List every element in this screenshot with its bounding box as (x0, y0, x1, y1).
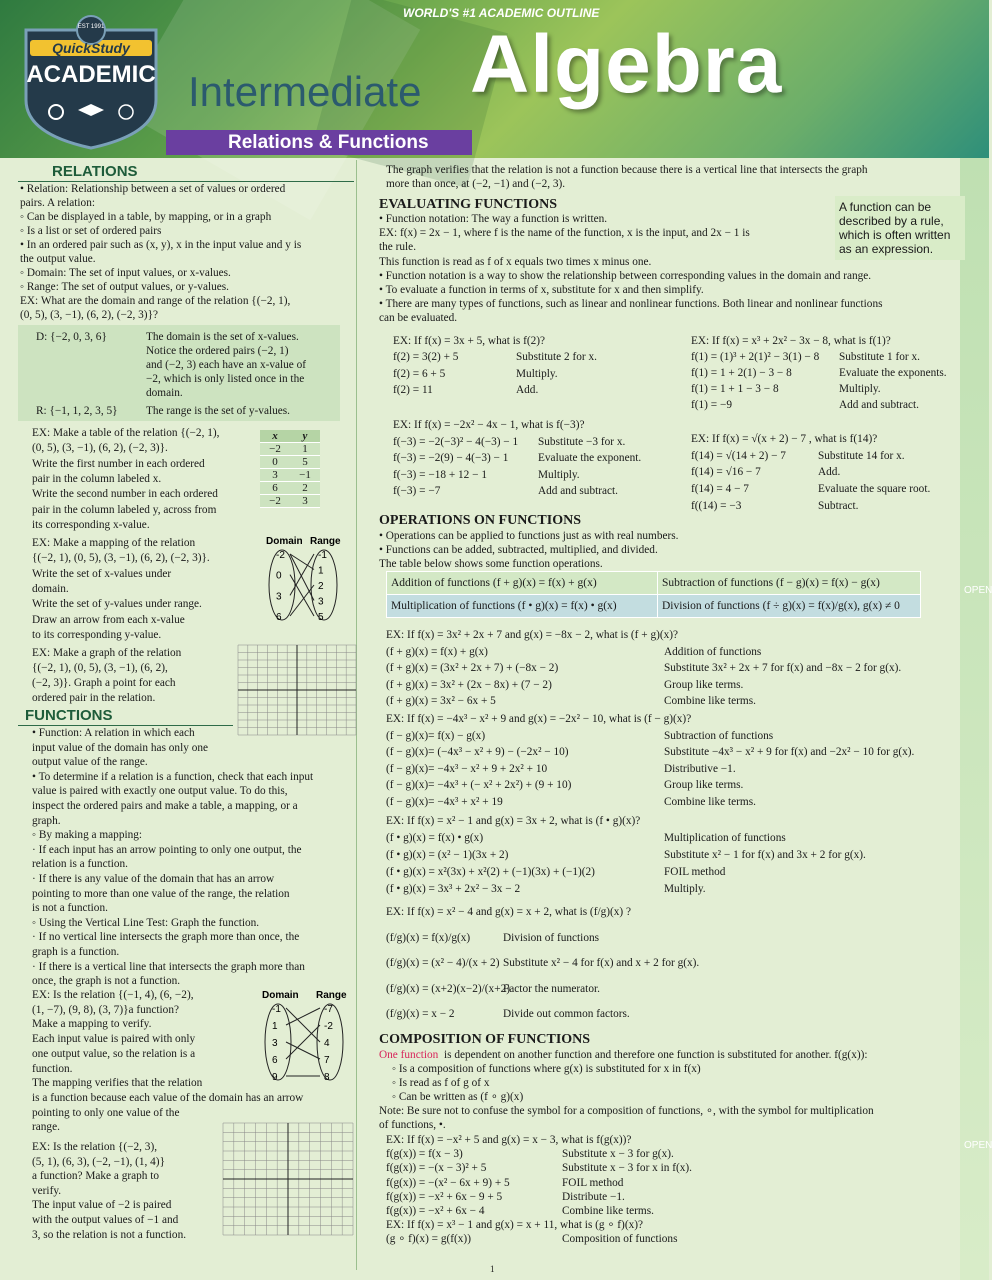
text-line: EX: Is the relation {(−1, 4), (6, −2), (32, 989, 194, 1001)
text-line: The domain is the set of x-values. (146, 331, 299, 343)
math-step: EX: If f(x) = −x² + 5 and g(x) = x − 3, what is f(g(x))? (386, 1134, 632, 1146)
table-row (260, 495, 320, 508)
brand-top: QuickStudy (52, 40, 130, 56)
text-line: pointing to more than one value of the range, the relation (32, 887, 290, 900)
text-line: Draw an arrow from each x-value (32, 613, 185, 626)
text-line: • Function: A relation in which each (32, 727, 195, 739)
range-value: 3 (318, 596, 324, 608)
coordinate-grid-1 (238, 645, 356, 735)
math-step: (f − g)(x)= f(x) − g(x) (386, 729, 486, 742)
step-note: Substitute x − 3 for g(x). (562, 1148, 674, 1161)
text-line: and (−2, 3) each have an x-value of (146, 359, 307, 371)
table-cell: 3 (260, 469, 290, 482)
text-line: ◦ Using the Vertical Line Test: Graph the function. (32, 916, 260, 929)
math-step: (f/g)(x) = (x+2)(x−2)/(x+2) (386, 982, 510, 995)
math-step: (f − g)(x)= −4x³ + (− x² + 2x²) + (9 + 10) (386, 779, 572, 792)
math-step: f(14) = 4 − 7 (691, 483, 749, 496)
text-line: ordered pair in the relation. (32, 692, 156, 704)
title-main: Algebra (470, 19, 783, 110)
mapping-diagram-2 (242, 988, 352, 1084)
math-step: EX: If f(x) = −4x³ − x² + 9 and g(x) = −2x² − 10, what is (f − g)(x)? (386, 713, 692, 725)
text-line: The input value of −2 is paired (32, 1199, 172, 1212)
math-step: (g ∘ f)(x) = g(f(x)) (386, 1233, 471, 1246)
math-step: EX: If f(x) = √(x + 2) − 7 , what is f(14)? (691, 433, 878, 445)
step-note: Add and subtract. (538, 485, 618, 497)
open-tab-label: OPEN (964, 1140, 992, 1151)
math-step: (f + g)(x) = 3x² − 6x + 5 (386, 695, 496, 707)
math-step: f(g(x)) = −x² + 6x − 9 + 5 (386, 1190, 503, 1203)
composition-heading: COMPOSITION OF FUNCTIONS (379, 1032, 591, 1047)
text-line: 3, so the relation is not a function. (32, 1228, 187, 1241)
step-note: Evaluate the exponent. (538, 452, 642, 464)
text-line: to its corresponding y-value. (32, 628, 162, 641)
text-line: is not a function. (32, 902, 108, 915)
quickstudy-logo (16, 12, 166, 150)
text-line: Write the set of y-values under range. (32, 598, 202, 611)
step-note: Subtraction of functions (664, 729, 774, 742)
brand-main: ACADEMIC (26, 61, 156, 88)
math-step: (f • g)(x) = (x² − 1)(3x + 2) (386, 848, 509, 861)
text-line: graph. (32, 814, 61, 827)
text-line: Make a mapping to verify. (32, 1018, 152, 1031)
table-cell: 2 (290, 482, 320, 495)
step-note: Distributive −1. (664, 762, 736, 775)
operations-heading: OPERATIONS ON FUNCTIONS (379, 513, 581, 528)
domain-value: 0 (276, 570, 282, 582)
text-line: (0, 5), (3, −1), (6, 2), (−2, 3)}. (32, 442, 168, 455)
step-note: Multiply. (516, 367, 558, 380)
text-line: · If there is a vertical line that intersects the graph more than (32, 960, 305, 973)
step-note: Multiply. (538, 468, 580, 481)
step-note: Subtract. (818, 499, 859, 512)
text-line: Write the second number in each ordered (32, 488, 218, 501)
text-line: graph is a function. (32, 946, 120, 958)
range-label: Range (310, 536, 341, 547)
math-step: EX: If f(x) = x³ + 2x² − 3x − 8, what is f(1)? (691, 335, 891, 347)
left-column (18, 160, 357, 1270)
text-line: (0, 5), (3, −1), (6, 2), (−2, 3)}? (20, 309, 159, 321)
mapping-arrow (290, 575, 314, 616)
math-step: (f + g)(x) = 3x² + (2x − 8x) + (7 − 2) (386, 678, 552, 691)
mapping-diagram-1 (246, 534, 346, 624)
range-value: R: {−1, 1, 2, 3, 5} (36, 405, 118, 417)
table-cell: 5 (290, 456, 320, 469)
table-cell: 6 (260, 482, 290, 495)
step-note: Substitute 1 for x. (839, 351, 920, 363)
range-value: -1 (318, 550, 327, 561)
domain-value: 3 (276, 591, 282, 603)
range-oval (317, 1004, 343, 1080)
step-note: Multiply. (664, 882, 706, 895)
text-line: • To evaluate a function in terms of x, substitute for x and then simplify. (379, 284, 704, 296)
page-number: 1 (490, 1264, 495, 1274)
step-note: Factor the numerator. (503, 982, 600, 995)
step-note: Add and subtract. (839, 399, 919, 411)
math-step: (f/g)(x) = (x² − 4)/(x + 2) (386, 957, 500, 969)
step-note: Substitute x² − 1 for f(x) and 3x + 2 for g(x). (664, 848, 866, 861)
relations-heading: RELATIONS (52, 163, 138, 180)
text-line: EX: Make a table of the relation {(−2, 1), (32, 427, 220, 439)
text-line: (−2, 3)}. Graph a point for each (32, 677, 176, 689)
text-line: more than once, at (−2, −1) and (−2, 3). (386, 178, 566, 190)
text-line: value is paired with exactly one output value. To do this, (32, 785, 288, 798)
domain-value: -2 (276, 550, 285, 561)
math-step: f((14) = −3 (691, 499, 742, 512)
domain-value: -1 (272, 1004, 281, 1015)
step-note: Substitute −3 for x. (538, 435, 626, 448)
domain-value: 9 (272, 1072, 278, 1083)
text-line: (5, 1), (6, 3), (−2, −1), (1, 4)} (32, 1155, 165, 1168)
ops-cell: Addition of functions (f + g)(x) = f(x) + g(x) (387, 572, 658, 595)
range-value: 7 (324, 1055, 330, 1066)
math-step: f(1) = (1)³ + 2(1)² − 3(1) − 8 (691, 351, 820, 363)
domain-value: 3 (272, 1038, 278, 1049)
math-step: f(2) = 6 + 5 (393, 367, 446, 380)
text-line: once, the graph is not a function. (32, 975, 181, 988)
step-note: Multiplication of functions (664, 831, 786, 844)
text-line: ◦ Can be written as (f ∘ g)(x) (392, 1091, 524, 1103)
domain-value: 6 (276, 612, 282, 623)
math-step: f(g(x)) = −(x − 3)² + 5 (386, 1162, 487, 1175)
text-line: Write the first number in each ordered (32, 457, 205, 470)
operations-table (386, 571, 921, 618)
math-step: f(2) = 3(2) + 5 (393, 351, 459, 364)
math-step: (f − g)(x)= (−4x³ − x² + 9) − (−2x² − 10) (386, 746, 569, 759)
text-line: −2, which is only listed once in the (146, 373, 305, 385)
open-tab-label: OPEN (964, 585, 992, 596)
step-note: Distribute −1. (562, 1190, 625, 1203)
math-step: EX: If f(x) = x³ − 1 and g(x) = x + 11, what is (g ∘ f)(x)? (386, 1219, 644, 1232)
range-value: 8 (324, 1072, 330, 1083)
text-line: can be evaluated. (379, 312, 458, 325)
step-note: Substitute x² − 4 for f(x) and x + 2 for g(x). (503, 957, 700, 969)
ops-cell: Subtraction of functions (f − g)(x) = f(x) − g(x) (658, 572, 921, 595)
text-line: domain. (32, 582, 69, 595)
text-line: ◦ Can be displayed in a table, by mapping, or in a graph (20, 211, 272, 223)
step-note: Combine like terms. (562, 1205, 654, 1217)
step-note: Divide out common factors. (503, 1008, 630, 1020)
domain-label: Domain (262, 990, 299, 1001)
text-line: Notice the ordered pairs (−2, 1) (146, 345, 289, 357)
header-banner (0, 0, 989, 158)
math-step: f(g(x)) = −x² + 6x − 4 (386, 1205, 485, 1217)
text-line: • Operations can be applied to functions just as with real numbers. (379, 530, 679, 542)
math-step: (f + g)(x) = (3x² + 2x + 7) + (−8x − 2) (386, 662, 559, 674)
text-line: ◦ Domain: The set of input values, or x-values. (20, 267, 231, 279)
functions-heading: FUNCTIONS (25, 707, 113, 724)
domain-value: D: {−2, 0, 3, 6} (36, 331, 107, 343)
text-line: • Function notation: The way a function is written. (379, 213, 608, 225)
text-line: the output value. (20, 253, 96, 265)
text-line: • To determine if a relation is a function, check that each input (32, 770, 314, 783)
open-tab-strip (960, 158, 992, 1280)
range-value: -2 (324, 1021, 333, 1032)
math-step: f(−3) = −18 + 12 − 1 (393, 468, 487, 481)
math-step: EX: If f(x) = x² − 4 and g(x) = x + 2, what is (f/g)(x) ? (386, 906, 632, 918)
math-step: f(g(x)) = −(x² − 6x + 9) + 5 (386, 1176, 510, 1189)
ops-cell: Division of functions (f ÷ g)(x) = f(x)/g(x), g(x) ≠ 0 (658, 595, 921, 618)
math-step: f(−3) = −2(−3)² − 4(−3) − 1 (393, 435, 519, 448)
math-step: f(1) = −9 (691, 399, 732, 411)
text-line: ◦ Is a list or set of ordered pairs (20, 225, 162, 237)
table-row (260, 443, 320, 456)
step-note: Evaluate the square root. (818, 483, 931, 496)
step-note: Substitute 14 for x. (818, 449, 905, 462)
range-value: 4 (324, 1038, 330, 1049)
text-line: ◦ By making a mapping: (32, 829, 143, 842)
section-banner: Relations & Functions (166, 130, 472, 155)
table-row (260, 456, 320, 469)
math-step: f(1) = 1 + 2(1) − 3 − 8 (691, 367, 792, 379)
math-step: f(g(x)) = f(x − 3) (386, 1148, 463, 1161)
text-line: · If no vertical line intersects the graph more than once, the (32, 931, 300, 944)
step-note: Add. (516, 383, 539, 396)
text-line: function. (32, 1062, 73, 1075)
step-note: Evaluate the exponents. (839, 367, 947, 379)
title-prefix: Intermediate (188, 68, 422, 115)
step-note: Substitute 3x² + 2x + 7 for f(x) and −8x − 2 for g(x). (664, 662, 902, 674)
math-step: f(2) = 11 (393, 383, 433, 396)
text-line: range. (32, 1121, 60, 1134)
text-line: verify. (32, 1184, 62, 1197)
step-note: Combine like terms. (664, 695, 756, 707)
math-step: f(14) = √16 − 7 (691, 466, 761, 479)
text-line: • Functions can be added, subtracted, multiplied, and divided. (379, 544, 658, 556)
text-line: one output value, so the relation is a (32, 1047, 196, 1060)
math-step: (f − g)(x)= −4x³ + x² + 19 (386, 796, 503, 808)
comp-lead: One function (379, 1049, 439, 1061)
math-step: (f/g)(x) = f(x)/g(x) (386, 931, 471, 944)
table-cell: 1 (290, 443, 320, 456)
text-line: of functions, •. (379, 1119, 446, 1131)
step-note: Addition of functions (664, 645, 762, 658)
text-line: • Relation: Relationship between a set of values or ordered (20, 183, 286, 195)
domain-label: Domain (266, 536, 303, 547)
table-cell: 0 (260, 456, 290, 469)
table-cell: −2 (260, 495, 290, 508)
evaluating-heading: EVALUATING FUNCTIONS (379, 197, 558, 212)
text-line: pairs. A relation: (20, 197, 95, 209)
text-line: ◦ Is a composition of functions where g(x) is substituted for x in f(x) (392, 1063, 701, 1075)
text-line: {(−2, 1), (0, 5), (3, −1), (6, 2), (32, 662, 168, 674)
range-value: 2 (318, 581, 324, 592)
text-line: with the output values of −1 and (32, 1214, 179, 1226)
math-step: EX: If f(x) = 3x + 5, what is f(2)? (393, 335, 546, 347)
text-line: The table below shows some function operations. (379, 558, 603, 570)
step-note: Combine like terms. (664, 796, 756, 808)
text-line: EX: Is the relation {(−2, 3), (32, 1141, 158, 1153)
text-line: output value of the range. (32, 756, 148, 769)
mapping-arrow (286, 1008, 320, 1025)
table-cell: −1 (290, 469, 320, 482)
range-label: Range (316, 990, 347, 1001)
table-row (260, 469, 320, 482)
math-step: EX: If f(x) = 3x² + 2x + 7 and g(x) = −8x − 2, what is (f + g)(x)? (386, 629, 679, 641)
text-line: · If each input has an arrow pointing to only one output, the (32, 843, 302, 856)
math-step: (f − g)(x)= −4x³ − x² + 9 + 2x² + 10 (386, 762, 548, 775)
ops-cell: Multiplication of functions (f • g)(x) = f(x) • g(x) (387, 595, 658, 618)
math-step: EX: If f(x) = x² − 1 and g(x) = 3x + 2, what is (f • g)(x)? (386, 815, 641, 827)
math-step: EX: If f(x) = −2x² − 4x − 1, what is f(−3)? (393, 419, 585, 431)
right-column (376, 160, 960, 1270)
step-note: Substitute 2 for x. (516, 351, 597, 364)
range-value: -7 (324, 1004, 333, 1015)
range-value: 5 (318, 612, 324, 623)
domain-value: 6 (272, 1055, 278, 1066)
text-line: EX: Make a mapping of the relation (32, 537, 196, 549)
text-line: The graph verifies that the relation is not a function because there is a vertical line that intersects the graph (386, 164, 868, 176)
table-row (260, 482, 320, 495)
math-step: f(−3) = −7 (393, 485, 441, 497)
step-note: Add. (818, 466, 841, 479)
text-line: Each input value is paired with only (32, 1033, 196, 1046)
coordinate-grid-2 (223, 1123, 353, 1235)
text-line: This function is read as f of x equals two times x minus one. (379, 255, 652, 268)
text-line: Note: Be sure not to confuse the symbol for a composition of functions, ∘, with the symbol for multiplication (379, 1105, 874, 1117)
step-note: FOIL method (562, 1176, 624, 1189)
text-line: EX: f(x) = 2x − 1, where f is the name of the function, x is the input, and 2x − 1 is (379, 227, 750, 240)
step-note: Division of functions (503, 931, 600, 944)
text-line: EX: What are the domain and range of the relation {(−2, 1), (20, 295, 291, 307)
text-line: domain. (146, 387, 183, 399)
text-line: inspect the ordered pairs and make a table, a mapping, or a (32, 800, 298, 812)
range-note: The range is the set of y-values. (146, 405, 290, 417)
text-line: pointing to only one value of the (32, 1106, 180, 1119)
math-step: f(−3) = −2(9) − 4(−3) − 1 (393, 452, 509, 464)
text-line: is a function because each value of the domain has an arrow (32, 1091, 304, 1104)
function-rule-note: A function can be described by a rule, which is often written as an expression. (835, 196, 965, 260)
text-line: • There are many types of functions, such as linear and nonlinear functions. Both linear and nonlinear functions (379, 298, 883, 311)
text-line: • In an ordered pair such as (x, y), x in the input value and y is (20, 239, 302, 251)
math-step: (f • g)(x) = 3x³ + 2x² − 3x − 2 (386, 882, 521, 895)
logo-est: EST 1991 (77, 24, 105, 30)
text-line: relation is a function. (32, 858, 128, 871)
text-line: EX: Make a graph of the relation (32, 647, 182, 659)
text-line: ◦ Is read as f of g of x (392, 1077, 490, 1089)
xy-table: x y −2 1 0 5 3 −1 6 2 −2 3 (260, 430, 320, 508)
step-note: Multiply. (839, 383, 881, 395)
step-note: FOIL method (664, 865, 726, 878)
step-note: Group like terms. (664, 678, 744, 691)
math-step: (f/g)(x) = x − 2 (386, 1008, 455, 1020)
table-cell: −2 (260, 443, 290, 456)
step-note: Substitute −4x³ − x² + 9 for f(x) and −2x² − 10 for g(x). (664, 746, 915, 759)
math-step: (f • g)(x) = f(x) • g(x) (386, 831, 484, 844)
step-note: Group like terms. (664, 779, 744, 792)
text-line: a function? Make a graph to (32, 1170, 160, 1183)
step-note: Composition of functions (562, 1233, 678, 1246)
step-note: Substitute x − 3 for x in f(x). (562, 1162, 692, 1175)
text-line: its corresponding x-value. (32, 518, 150, 531)
math-step: f(14) = √(14 + 2) − 7 (691, 449, 786, 462)
text-line: · If there is any value of the domain that has an arrow (32, 873, 275, 885)
table-cell: 3 (290, 495, 320, 508)
text-line: • Function notation is a way to show the relationship between corresponding values in the domain and range. (379, 269, 872, 282)
text-line: (1, −7), (9, 8), (3, 7)}a function? (32, 1003, 179, 1016)
math-step: f(1) = 1 + 1 − 3 − 8 (691, 383, 779, 395)
tagline: WORLD'S #1 ACADEMIC OUTLINE (403, 6, 600, 20)
domain-value: 1 (272, 1021, 278, 1032)
text-line: pair in the column labeled y, across from (32, 503, 217, 516)
text-line: is dependent on another function and therefore one function is substituted for another. f(g(x)): (444, 1049, 868, 1061)
text-line: The mapping verifies that the relation (32, 1077, 203, 1090)
text-line: ◦ Range: The set of output values, or y-values. (20, 281, 229, 293)
math-step: (f • g)(x) = x²(3x) + x²(2) + (−1)(3x) + (−1)(2) (386, 865, 595, 878)
text-line: input value of the domain has only one (32, 741, 209, 754)
text-line: pair in the column labeled x. (32, 472, 162, 485)
range-value: 1 (318, 565, 324, 577)
text-line: the rule. (379, 241, 417, 254)
text-line: Write the set of x-values under (32, 567, 172, 580)
math-step: (f + g)(x) = f(x) + g(x) (386, 645, 488, 658)
text-line: {(−2, 1), (0, 5), (3, −1), (6, 2), (−2, 3)}. (32, 552, 210, 565)
